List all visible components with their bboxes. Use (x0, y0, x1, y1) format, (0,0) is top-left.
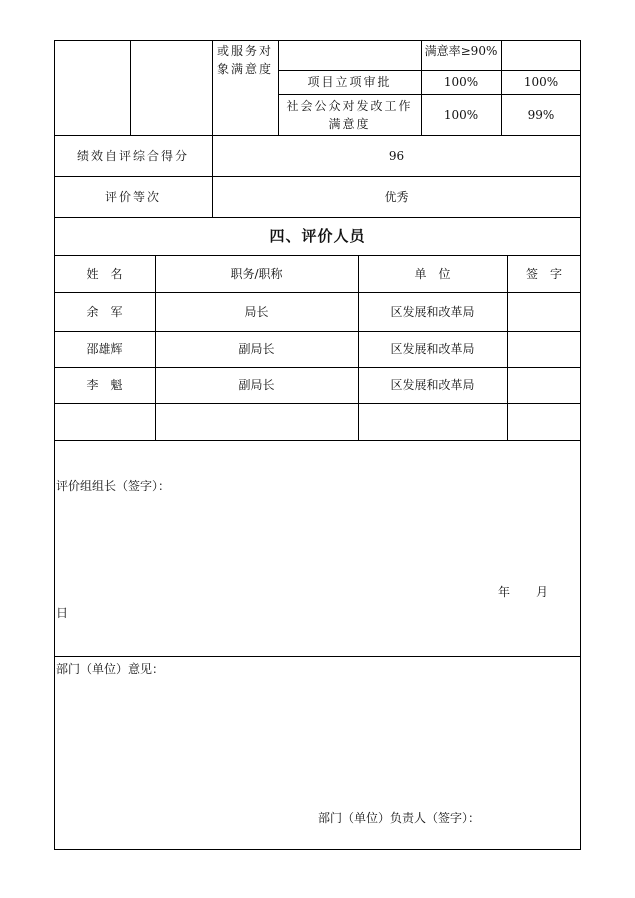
person-position: 副局长 (238, 378, 275, 392)
score-value: 96 (388, 148, 405, 163)
section-title: 四、评价人员 (269, 227, 366, 245)
grid-line (54, 656, 581, 657)
header-sign: 签 字 (525, 266, 562, 281)
person-name: 余 军 (86, 304, 123, 319)
person-position: 副局长 (238, 342, 275, 356)
person-unit: 区发展和改革局 (390, 342, 475, 356)
grid-line (130, 40, 131, 135)
date-day: 日 (56, 606, 69, 620)
date-year: 年 (498, 585, 511, 599)
date-month: 月 (536, 585, 549, 599)
grid-line (212, 40, 213, 135)
person-position[interactable] (155, 403, 358, 440)
header-unit: 单 位 (414, 266, 451, 281)
person-name: 邵雄辉 (86, 342, 123, 356)
grade-label: 评价等次 (104, 189, 161, 204)
person-name[interactable] (54, 403, 155, 440)
group-leader-label: 评价组组长（签字）： (56, 479, 171, 493)
indicator-name: 项目立项审批 (307, 75, 392, 89)
indicator-name: 社会公众对发改工作满意度 (286, 98, 413, 131)
person-position: 局长 (244, 304, 269, 319)
person-name: 李 魁 (86, 378, 123, 392)
satisfaction-category: 或服务对象满意度 (216, 44, 273, 76)
indicator-actual: 99% (527, 107, 555, 122)
score-label: 绩效自评综合得分 (76, 148, 189, 163)
person-unit[interactable] (358, 403, 507, 440)
indicator-actual: 100% (523, 75, 559, 89)
person-sign[interactable] (507, 292, 581, 331)
indicator-target: 100% (443, 107, 479, 122)
grade-value: 优秀 (384, 189, 409, 204)
person-unit: 区发展和改革局 (390, 378, 475, 392)
indicator-target: 100% (443, 75, 479, 89)
person-sign[interactable] (507, 403, 581, 440)
person-sign[interactable] (507, 367, 581, 403)
header-position: 职务/职称 (230, 266, 283, 281)
person-sign[interactable] (507, 331, 581, 367)
department-opinion-label: 部门（单位）意见： (56, 662, 165, 676)
grid-line (54, 440, 581, 441)
department-responsible-label: 部门（单位）负责人（签字）： (318, 811, 481, 825)
satisfaction-target-header: 满意率≥90% (424, 44, 498, 58)
person-unit: 区发展和改革局 (390, 304, 475, 319)
header-name: 姓 名 (86, 266, 123, 281)
